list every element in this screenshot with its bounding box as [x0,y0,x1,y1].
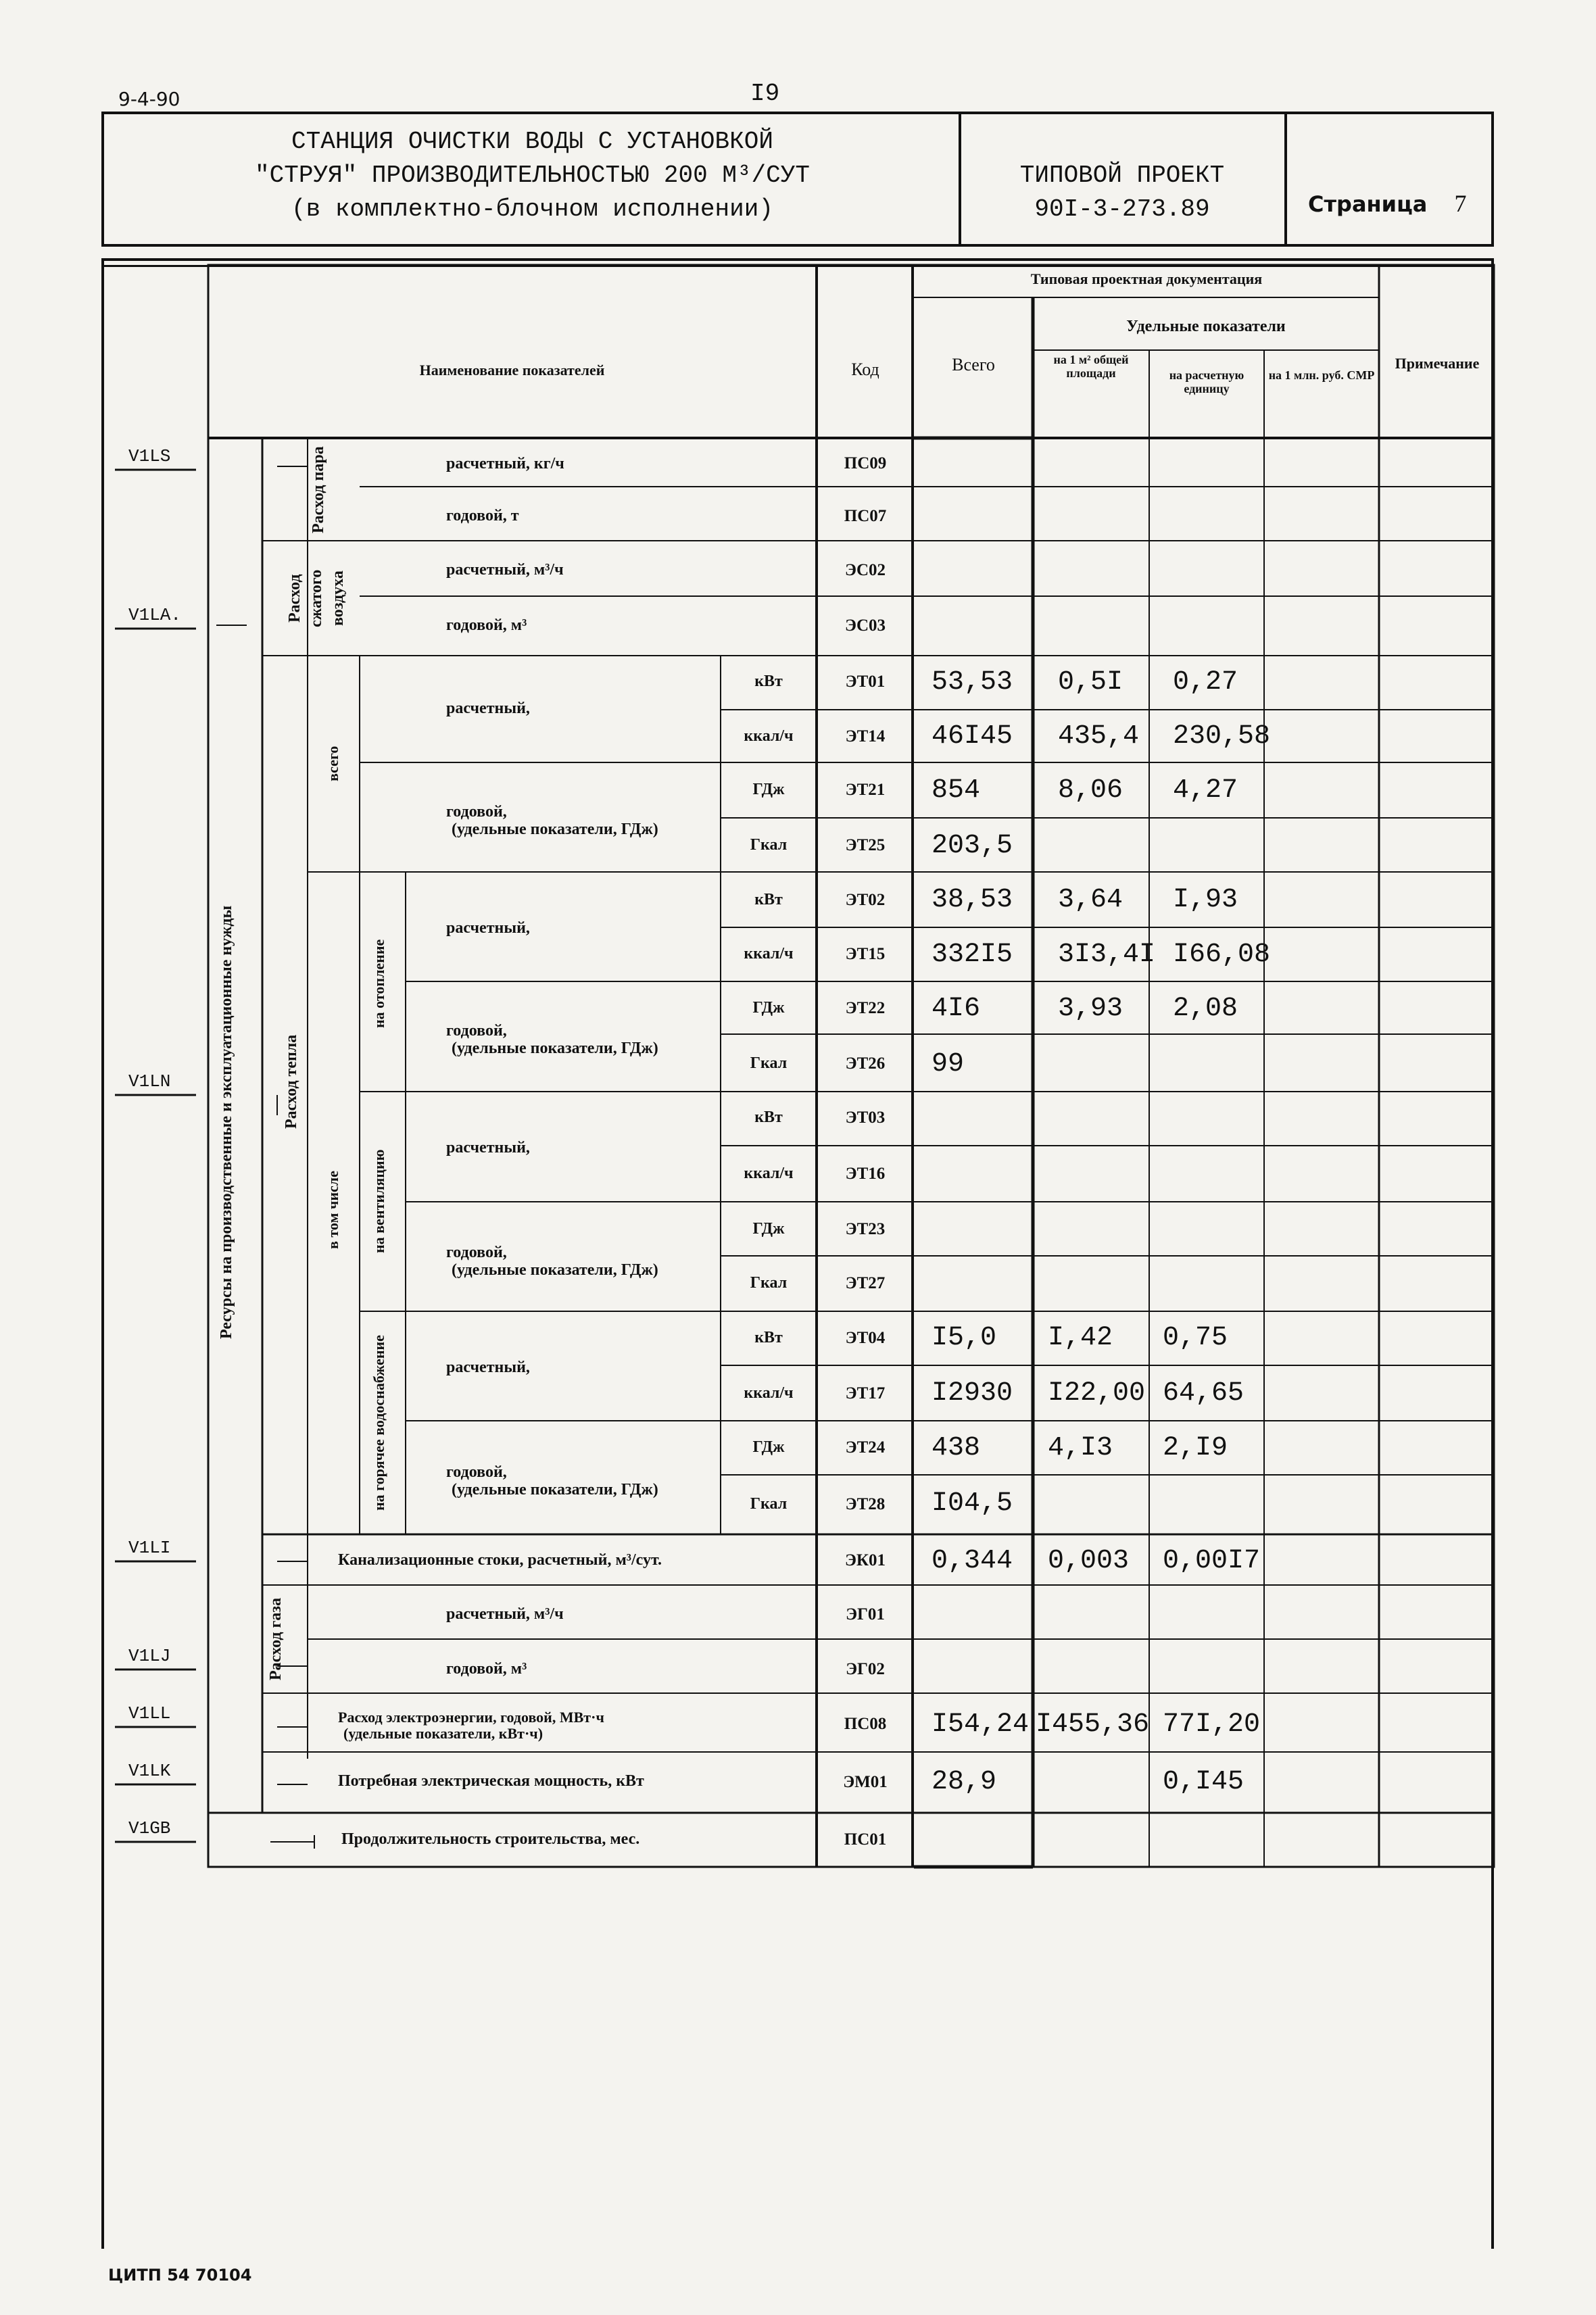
marker-v1ll: V1LL [128,1703,171,1724]
label-heating-calc: расчетный, [446,919,530,937]
label-gas-calc: расчетный, м³/ч [446,1605,564,1623]
label-total-year-1: годовой, [446,803,507,821]
code-r8: ЭТ02 [845,891,886,909]
marker-v1ls: V1LS [128,446,171,466]
marker-v1ln: V1LN [128,1071,171,1092]
code-r2: ЭС02 [844,561,886,579]
unit-r9: I66,08 [1173,940,1271,970]
total-r7: 203,5 [932,831,1013,861]
code-r25: ПС01 [844,1830,887,1849]
label-air-year: годовой, м³ [446,616,527,634]
total-r19: I04,5 [932,1488,1013,1519]
total-r24: 28,9 [932,1767,997,1797]
unit-kw: кВт [754,673,783,690]
unit-gcal: Гкал [750,1054,788,1072]
group-ventilation: на вентиляцию [370,1149,387,1254]
unit-r20: 0,00I7 [1163,1546,1261,1576]
unit-r10: 2,08 [1173,994,1238,1024]
total-r10: 4I6 [932,994,981,1024]
unit-gcal: Гкал [750,1495,788,1513]
label-total-year-2: (удельные показатели, ГДж) [452,821,658,838]
total-r20: 0,344 [932,1546,1013,1576]
group-heat: Расход тепла [283,1034,300,1129]
m2-r23: I455,36 [1036,1709,1150,1740]
project-number: 90I-3-273.89 [1034,195,1210,223]
header-code: Код [851,360,879,379]
code-r24: ЭМ01 [843,1773,888,1791]
group-heating: на отопление [370,939,387,1028]
title-line-3: (в комплектно-блочном исполнении) [291,195,773,223]
group-gas: Расход газа [267,1597,285,1681]
unit-r17: 64,65 [1163,1378,1244,1409]
project-label: ТИПОВОЙ ПРОЕКТ [1019,162,1225,189]
unit-r4: 0,27 [1173,667,1238,698]
unit-kcal: ккал/ч [744,1165,794,1182]
unit-gcal: Гкал [750,836,788,854]
label-elec-2: (удельные показатели, кВт·ч) [343,1725,543,1742]
label-power: Потребная электрическая мощность, кВт [338,1772,644,1790]
code-r14: ЭТ23 [845,1220,886,1238]
code-r13: ЭТ16 [845,1165,886,1183]
code-r15: ЭТ27 [845,1274,886,1292]
code-r3: ЭС03 [844,616,886,635]
total-r16: I5,0 [932,1323,997,1353]
sheet-number: I9 [750,80,780,107]
group-resources: Ресурсы на производственные и эксплуатационные нужды [218,905,235,1339]
unit-gj: ГДж [752,1220,785,1238]
total-r9: 332I5 [932,940,1013,970]
code-r9: ЭТ15 [845,945,886,963]
code-r7: ЭТ25 [845,836,886,854]
code-r10: ЭТ22 [845,999,886,1017]
unit-gj: ГДж [752,781,785,798]
group-heat-incl: в том числе [324,1171,341,1249]
code-r6: ЭТ21 [845,781,886,799]
title-line-1: СТАНЦИЯ ОЧИСТКИ ВОДЫ С УСТАНОВКОЙ [291,128,773,155]
header-note: Примечание [1395,355,1480,372]
page-label: Страница [1308,191,1428,217]
footer-code: ЦИТП 54 70104 [108,2266,252,2285]
code-r21: ЭГ01 [846,1605,885,1624]
code-r17: ЭТ17 [845,1384,886,1403]
unit-r16: 0,75 [1163,1323,1228,1353]
doc-number: 9-4-90 [118,88,180,110]
m2-r10: 3,93 [1058,994,1123,1024]
m2-r18: 4,I3 [1048,1433,1113,1463]
group-heat-total: всего [324,746,341,782]
total-r5: 46I45 [932,721,1013,752]
label-vent-year-1: годовой, [446,1244,507,1261]
unit-kcal: ккал/ч [744,1384,794,1402]
label-heating-year-1: годовой, [446,1022,507,1040]
unit-kcal: ккал/ч [744,727,794,745]
code-r5: ЭТ14 [845,727,886,746]
code-r18: ЭТ24 [845,1438,886,1457]
label-hw-year-1: годовой, [446,1463,507,1481]
total-r6: 854 [932,775,981,806]
unit-r5: 230,58 [1173,721,1271,752]
m2-r16: I,42 [1048,1323,1113,1353]
total-r23: I54,24 [932,1709,1030,1740]
unit-gj: ГДж [752,999,785,1017]
label-sewage: Канализационные стоки, расчетный, м³/сут. [338,1551,662,1569]
unit-r8: I,93 [1173,885,1238,915]
group-air: Расход сжатого воздуха [286,569,347,627]
code-r16: ЭТ04 [845,1329,886,1347]
marker-v1li: V1LI [128,1538,171,1558]
m2-r9: 3I3,4I [1058,940,1156,970]
page-value: 7 [1454,190,1467,217]
m2-r4: 0,5I [1058,667,1123,698]
code-r11: ЭТ26 [845,1054,886,1073]
m2-r5: 435,4 [1058,721,1140,752]
total-r18: 438 [932,1433,981,1463]
total-r11: 99 [932,1049,965,1079]
unit-gj: ГДж [752,1438,785,1456]
marker-v1la: V1LA. [128,605,182,625]
label-elec-1: Расход электроэнергии, годовой, МВт·ч [338,1709,604,1726]
total-r17: I2930 [932,1378,1013,1409]
code-r0: ПС09 [844,454,887,472]
code-r4: ЭТ01 [845,673,886,691]
label-vent-calc: расчетный, [446,1139,530,1156]
title-line-2: "СТРУЯ" ПРОИЗВОДИТЕЛЬНОСТЬЮ 200 М³/СУТ [255,162,810,189]
label-vent-year-2: (удельные показатели, ГДж) [452,1261,658,1279]
header-per-mln: на 1 млн. руб. СМР [1268,368,1375,382]
label-heating-year-2: (удельные показатели, ГДж) [452,1040,658,1057]
header-specific: Удельные показатели [1126,318,1286,335]
unit-kw: кВт [754,1329,783,1346]
code-r22: ЭГ02 [846,1660,885,1678]
m2-r20: 0,003 [1048,1546,1130,1576]
header-name: Наименование показателей [419,362,605,379]
marker-v1lk: V1LK [128,1761,171,1781]
code-r1: ПС07 [844,507,887,525]
label-steam-year: годовой, т [446,507,519,525]
header-total: Всего [952,355,995,374]
header-per-unit: на расчетную единицу [1169,368,1244,395]
marker-v1lj: V1LJ [128,1646,171,1666]
total-r4: 53,53 [932,667,1013,698]
unit-kw: кВт [754,1108,783,1126]
group-hot-water: на горячее водоснабжение [370,1335,387,1511]
label-gas-year: годовой, м³ [446,1660,527,1678]
group-steam: Расход пара [310,446,327,534]
header-per-m2: на 1 м² общей площади [1053,353,1129,380]
unit-gcal: Гкал [750,1274,788,1292]
code-r20: ЭК01 [844,1551,886,1569]
label-steam-calc: расчетный, кг/ч [446,455,564,472]
label-hw-calc: расчетный, [446,1359,530,1376]
label-duration: Продолжительность строительства, мес. [341,1830,640,1848]
m2-r6: 8,06 [1058,775,1123,806]
unit-r6: 4,27 [1173,775,1238,806]
total-r8: 38,53 [932,885,1013,915]
m2-r17: I22,00 [1048,1378,1146,1409]
label-total-calc: расчетный, [446,700,530,717]
unit-kw: кВт [754,891,783,908]
unit-kcal: ккал/ч [744,945,794,962]
code-r23: ПС08 [844,1715,887,1733]
header-group: Типовая проектная документация [1030,270,1263,287]
unit-r23: 77I,20 [1163,1709,1261,1740]
label-air-calc: расчетный, м³/ч [446,561,564,579]
marker-v1gb: V1GB [128,1818,171,1838]
code-r19: ЭТ28 [845,1495,886,1513]
label-hw-year-2: (удельные показатели, ГДж) [452,1481,658,1498]
m2-r8: 3,64 [1058,885,1123,915]
unit-r18: 2,I9 [1163,1433,1228,1463]
code-r12: ЭТ03 [845,1108,886,1127]
unit-r24: 0,I45 [1163,1767,1244,1797]
